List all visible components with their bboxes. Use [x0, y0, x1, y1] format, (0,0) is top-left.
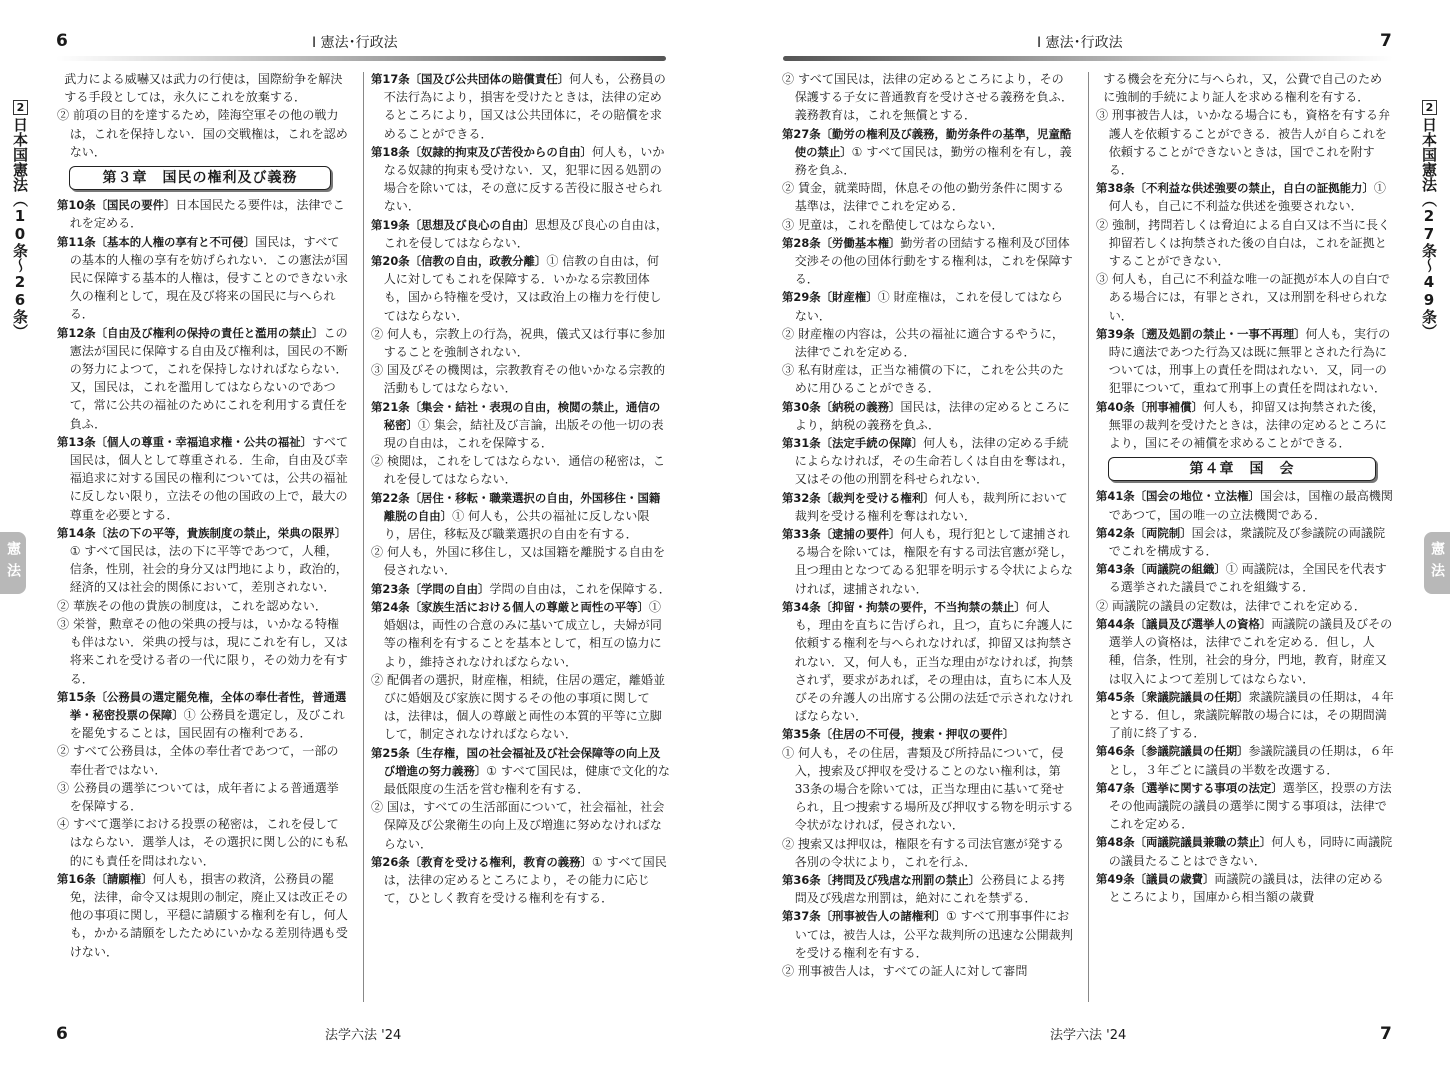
article-heading: 第30条〔納税の義務〕 — [782, 399, 901, 414]
footer-title: 法学六法 '24 — [325, 1028, 402, 1043]
right-page — [725, 0, 1450, 1065]
article — [782, 907, 1074, 962]
article-text: ① 両議院は，全国民を代表する選挙された議員でこれを組織する． — [1108, 562, 1387, 595]
article — [371, 744, 671, 799]
article-text: 国会は，国権の最高機関であつて，国の唯一の立法機関である． — [1108, 489, 1393, 522]
article — [57, 524, 349, 597]
article-heading: 第32条〔裁判を受ける権利〕 — [782, 490, 935, 505]
article-text: 何人も，損害の救済，公務員の罷免，法律，命令又は規則の制定，廃止又は改正その他の事項に関し，平穏に請願する権利を有し，何人も，かかる請願をしたためにいかなる差別待遇も受けない． — [69, 871, 348, 959]
article-heading: 第42条〔両院制〕 — [1096, 525, 1192, 540]
paragraph: ② 配偶者の選択，財産権，相続，住居の選定，離婚並びに婚姻及び家族に関するその他の事項に関しては，法律は，個人の尊厳と両性の本質的平等に立脚して，制定されなければならない． — [371, 672, 666, 742]
article — [782, 525, 1074, 598]
article-text: 国民は，すべての基本的人権の享有を妨げられない．この憲法が国民に保障する基本的人権は，侵すことのできない永久の権利として，現在及び将来の国民に与へられる． — [69, 234, 348, 322]
chapter-heading: 第４章 国 会 — [1108, 457, 1376, 481]
article-heading: 第41条〔国会の地位・立法権〕 — [1096, 489, 1260, 504]
side-title-text: 日本国憲法（10条〜26条） — [11, 117, 29, 339]
article — [371, 853, 671, 908]
article — [57, 870, 349, 961]
side-title-text: 日本国憲法（27条〜49条） — [1420, 117, 1438, 339]
article — [1096, 779, 1394, 834]
article-heading: 第38条〔不利益な供述強要の禁止，自白の証拠能力〕 — [1096, 181, 1374, 196]
article-heading: 第34条〔抑留・拘禁の要件，不当拘禁の禁止〕 — [782, 599, 1026, 614]
paragraph: ③ 何人も，自己に不利益な唯一の証拠が本人の自白である場合には，有罪とされ，又は刑罰を科せられない． — [1096, 272, 1391, 323]
article — [371, 70, 671, 143]
article — [371, 598, 671, 671]
article-heading: 第46条〔参議院議員の任期〕 — [1096, 744, 1249, 759]
article — [371, 580, 671, 598]
article — [57, 233, 349, 324]
article-text: 勤労者の団結する権利及び団体交渉その他の団体行動をする権利は，これを保障する． — [794, 235, 1073, 287]
running-head: Ⅰ 憲法･行政法 — [312, 35, 398, 51]
paragraph: ③ 公務員の選挙については，成年者による普通選挙を保障する． — [57, 780, 339, 813]
article-heading: 第35条〔住居の不可侵，捜索・押収の要件〕 — [782, 727, 1015, 742]
article-text: 何人も，いかなる奴隷的拘束も受けない．又，犯罪に因る処罰の場合を除いては，その意に反する苦役に服させられない． — [383, 144, 665, 214]
article-heading: 第17条〔国及び公共団体の賠償責任〕 — [371, 72, 570, 86]
article-heading: 第27条〔勤労の権利及び義務，勤労条件の基準，児童酷使の禁止〕 — [782, 126, 1072, 159]
article-text: ① 集会，結社及び言論，出版その他一切の表現の自由は，これを保障する． — [383, 417, 664, 451]
paragraph: ② すべて国民は，法律の定めるところにより，その保護する子女に普通教育を受けさせる義務を負ふ．義務教育は，これを無償とする． — [782, 72, 1074, 123]
article-heading: 第43条〔両議院の組織〕 — [1096, 562, 1226, 577]
header-rule — [56, 56, 666, 61]
side-title — [1417, 100, 1441, 339]
article-text: ① すべて国民は，法律の定めるところにより，その能力に応じて，ひとしく教育を受ける権利を有する． — [383, 854, 667, 906]
page-number-top: 7 — [1380, 31, 1392, 51]
article-text: この憲法が国民に保障する自由及び権利は，国民の不断の努力によつて，これを保持しなければならない．又，国民は，これを濫用してはならないのであつて，常に公共の福祉のためにこれを利用する責任を負ふ． — [69, 325, 348, 431]
article-heading: 第36条〔拷問及び残虐な刑罰の禁止〕 — [782, 872, 981, 887]
article-text: ① 婚姻は，両性の合意のみに基いて成立し，夫婦が同等の権利を有することを基本として，相互の協力により，維持されなければならない． — [383, 599, 662, 669]
article-text: 両議院の議員及びその選挙人の資格は，法律でこれを定める．但し，人種，信条，性別，社会的身分，門地，教育，財産又は収入によつて差別してはならない． — [1108, 616, 1393, 686]
article-heading: 第16条〔請願権〕 — [57, 871, 153, 886]
text-column-1 — [782, 70, 1074, 980]
article — [1096, 688, 1394, 743]
article — [371, 489, 671, 544]
article-heading: 第14条〔法の下の平等，貴族制度の禁止，栄典の限界〕 — [57, 525, 347, 540]
article-heading: 第33条〔逮捕の要件〕 — [782, 527, 901, 542]
article-text: ① 何人も，自己に不利益な供述を強要されない． — [1108, 181, 1386, 214]
paragraph: ③ 国及びその機関は，宗教教育その他いかなる宗教的活動もしてはならない． — [371, 363, 666, 396]
article-text: 参議院議員の任期は，６年とし，３年ごとに議員の半数を改選する． — [1108, 744, 1394, 777]
paragraph: ② 何人も，外国に移住し，又は国籍を離脱する自由を侵されない． — [371, 545, 666, 578]
article-heading: 第23条〔学問の自由〕 — [371, 581, 490, 596]
article — [371, 398, 671, 453]
article — [782, 234, 1074, 289]
article-heading: 第18条〔奴隷的拘束及び苦役からの自由〕 — [371, 144, 592, 159]
article — [1096, 833, 1394, 869]
article-text: 思想及び良心の自由は，これを侵してはならない． — [383, 217, 668, 250]
page-number-bottom: 6 — [56, 1024, 68, 1044]
article — [782, 598, 1074, 725]
paragraph: ② すべて公務員は，全体の奉仕者であつて，一部の奉仕者ではない． — [57, 744, 339, 777]
article-heading: 第25条〔生存権，国の社会福祉及び社会保障等の向上及び増進の努力義務〕 — [371, 745, 661, 778]
article-text: 何人も，実行の時に適法であつた行為又は既に無罪とされた行為については，刑事上の責任を問はれない．又，同一の犯罪について，重ねて刑事上の責任を問はれない． — [1108, 326, 1391, 396]
article — [782, 125, 1074, 180]
article-heading: 第49条〔議員の歳費〕 — [1096, 871, 1215, 886]
paragraph: ② 刑事被告人は，すべての証人に対して審問 — [782, 963, 1028, 978]
paragraph: ② 強制，拷問若しくは脅迫による自白又は不当に長く抑留若しくは拘禁された後の自白は，これを証拠とすることができない． — [1096, 217, 1391, 269]
article-text: ① 何人も，公共の福祉に反しない限り，居住，移転及び職業選択の自由を有する． — [383, 508, 650, 542]
paragraph: ③ 刑事被告人は，いかなる場合にも，資格を有する弁護人を依頼することができる．被告人が自らこれを依頼することができないときは，国でこれを附する． — [1096, 108, 1391, 178]
article-heading: 第29条〔財産権〕 — [782, 290, 878, 305]
page-number-top: 6 — [56, 31, 68, 51]
article — [1096, 615, 1394, 688]
article-text: ① すべて国民は，法の下に平等であつて，人種，信条，性別，社会的身分又は門地により，政治的，経済的又は社会的関係において，差別されない． — [69, 544, 348, 595]
article — [1096, 742, 1394, 778]
article-text: 何人も，抑留又は拘禁された後，無罪の裁判を受けたときは，法律の定めるところにより，国にその補償を求めることができる． — [1108, 399, 1387, 451]
side-number: 2 — [1423, 101, 1436, 114]
running-head: Ⅰ 憲法･行政法 — [1037, 35, 1123, 51]
paragraph: ② 何人も，宗教上の行為，祝典，儀式又は行事に参加することを強制されない． — [371, 326, 666, 360]
article — [782, 725, 1074, 743]
article-heading: 第28条〔労働基本権〕 — [782, 235, 901, 250]
side-title — [8, 100, 32, 339]
paragraph: ② 前項の目的を達するため，陸海空軍その他の戦力は，これを保持しない．国の交戦権は，これを認めない． — [57, 108, 348, 159]
paragraph: ② 捜索又は押収は，権限を有する司法官憲が発する各別の令状により，これを行ふ． — [782, 836, 1065, 869]
article-text: 衆議院議員の任期は，４年とする．但し，衆議院解散の場合には，その期間満了前に終了する． — [1108, 689, 1394, 741]
section-tab[interactable]: 憲法 — [1424, 532, 1450, 594]
chapter-heading: 第３章 国民の権利及び義務 — [69, 166, 331, 190]
article-heading: 第10条〔国民の要件〕 — [57, 198, 176, 213]
article-text: 何人も，公務員の不法行為により，損害を受けたときは，法律の定めるところにより，国又は公共団体に，その賠償を求めることができる． — [383, 72, 666, 141]
continued-text: する機会を充分に与へられ，又，公費で自己のために強制的手続により証人を求める権利を有する． — [1103, 72, 1383, 105]
article-heading: 第31条〔法定手続の保障〕 — [782, 436, 924, 451]
article — [782, 489, 1074, 525]
article-heading: 第20条〔信教の自由，政教分離〕 — [371, 254, 547, 269]
paragraph: ② 賃金，就業時間，休息その他の勤労条件に関する基準は，法律でこれを定める． — [782, 181, 1065, 214]
paragraph: ② 国は，すべての生活部面について，社会福祉，社会保障及び公衆衛生の向上及び増進に努めなければならない． — [371, 800, 665, 851]
article-heading: 第15条〔公務員の選定罷免権，全体の奉仕者性，普通選挙・秘密投票の保障〕 — [57, 689, 347, 722]
article-text: 学問の自由は，これを保障する． — [489, 581, 671, 596]
column-divider — [1088, 72, 1089, 1002]
continued-text: 武力による威嚇又は武力の行使は，国際紛争を解決する手段としては，永久にこれを放棄する． — [64, 72, 343, 105]
article — [782, 871, 1074, 907]
article — [1096, 398, 1394, 453]
text-column-2 — [371, 70, 671, 907]
footer-title: 法学六法 '24 — [1050, 1028, 1127, 1043]
article — [782, 434, 1074, 489]
article — [1096, 179, 1394, 215]
article-text: すべて国民は，個人として尊重される．生命，自由及び幸福追求に対する国民の権利については，公共の福祉に反しない限り，立法その他の国政の上で，最大の尊重を必要とする． — [69, 434, 349, 522]
article-text: ① 公務員を選定し，及びこれを罷免することは，国民固有の権利である． — [69, 707, 345, 741]
article-text: ① 財産権は，これを侵してはならない． — [794, 290, 1063, 323]
article-heading: 第12条〔自由及び権利の保持の責任と濫用の禁止〕 — [57, 325, 324, 340]
article — [1096, 524, 1394, 560]
article-heading: 第11条〔基本的人権の享有と不可侵〕 — [57, 234, 256, 249]
article-text: 何人も，現行犯として逮捕される場合を除いては，権限を有する司法官憲が発し，且つ理由となつてゐる犯罪を明示する令状によらなければ，逮捕されない． — [794, 527, 1073, 596]
article-heading: 第39条〔遡及処罰の禁止・一事不再理〕 — [1096, 326, 1306, 341]
article — [1096, 325, 1394, 398]
paragraph: ③ 栄誉，勲章その他の栄典の授与は，いかなる特権も伴はない．栄典の授与は，現にこれを有し，又は将来これを受ける者の一代に限り，その効力を有する． — [57, 616, 348, 686]
column-divider — [363, 72, 364, 1002]
article-text: 国民は，法律の定めるところにより，納税の義務を負ふ． — [794, 399, 1070, 432]
article-heading: 第26条〔教育を受ける権利，教育の義務〕 — [371, 854, 592, 869]
paragraph: ② 華族その他の貴族の制度は，これを認めない． — [57, 598, 327, 613]
section-tab[interactable]: 憲法 — [0, 532, 26, 594]
paragraph: ③ 私有財産は，正当な補償の下に，これを公共のために用ひることができる． — [782, 363, 1065, 396]
article-text: 両議院の議員は，法律の定めるところにより，国庫から相当額の歳費 — [1108, 871, 1384, 904]
article — [1096, 487, 1394, 523]
article-heading: 第22条〔居住・移転・職業選択の自由，外国移住・国籍離脱の自由〕 — [371, 490, 661, 523]
article — [371, 252, 671, 325]
side-number: 2 — [14, 101, 27, 114]
paragraph: ② 財産権の内容は，公共の福祉に適合するやうに，法律でこれを定める． — [782, 326, 1065, 360]
article-text: ① すべて国民は，健康で文化的な最低限度の生活を営む権利を有する． — [383, 763, 670, 796]
article-heading: 第21条〔集会・結社・表現の自由，検閲の禁止，通信の秘密〕 — [371, 399, 661, 432]
article-heading: 第44条〔議員及び選挙人の資格〕 — [1096, 616, 1272, 631]
article — [1096, 870, 1394, 906]
article-text: ① すべて刑事事件においては，被告人は，公平な裁判所の迅速な公開裁判を受ける権利を有する． — [794, 909, 1073, 960]
header-rule — [783, 56, 1393, 61]
article-heading: 第13条〔個人の尊重・幸福追求権・公共の福祉〕 — [57, 434, 313, 449]
article-text: 何人も，理由を直ちに告げられ，且つ，直ちに弁護人に依頼する権利を与へられなければ，抑留又は拘禁されない．又，何人も，正当な理由がなければ，拘禁されず，要求があれば，その理由は，直ちに本人及びその弁護人の出席する公開の法廷で示されなければならない． — [794, 599, 1074, 724]
article-heading: 第37条〔刑事被告人の諸権利〕 — [782, 909, 946, 924]
paragraph: ③ 児童は，これを酷使してはならない． — [782, 217, 1004, 232]
article-text: 何人も，裁判所において裁判を受ける権利を奪はれない． — [794, 490, 1068, 523]
article-heading: 第19条〔思想及び良心の自由〕 — [371, 217, 535, 232]
article-heading: 第48条〔両議院議員兼職の禁止〕 — [1096, 835, 1272, 850]
article-heading: 第40条〔刑事補償〕 — [1096, 399, 1203, 414]
article — [1096, 560, 1394, 596]
text-column-1 — [57, 70, 349, 961]
article — [57, 688, 349, 743]
article — [782, 398, 1074, 434]
article-text: 日本国民たる要件は，法律でこれを定める． — [69, 198, 345, 231]
paragraph: ② 両議院の議員の定数は，法律でこれを定める． — [1096, 598, 1366, 613]
article-heading: 第24条〔家族生活における個人の尊厳と両性の平等〕 — [371, 599, 649, 614]
paragraph: ④ すべて選挙における投票の秘密は，これを侵してはならない．選挙人は，その選択に関し公的にも私的にも責任を問はれない． — [57, 817, 348, 868]
article-text: 公務員による拷問及び残虐な刑罰は，絶対にこれを禁ずる． — [794, 872, 1065, 906]
article — [782, 288, 1074, 324]
article-text: 何人も，法律の定める手続によらなければ，その生命若しくは自由を奪はれ，又はその他の刑罰を科せられない． — [794, 436, 1074, 487]
article — [57, 324, 349, 433]
article — [57, 433, 349, 524]
paragraph: ① 何人も，その住居，書類及び所持品について，侵入，捜索及び押収を受けることのない権利は，第33条の場合を除いては，正当な理由に基いて発せられ，且つ捜索する場所及び押収する物を明示する令状がなければ，侵されない． — [782, 745, 1074, 833]
page-number-bottom: 7 — [1380, 1024, 1392, 1044]
article — [371, 143, 671, 216]
article — [371, 216, 671, 252]
article — [57, 196, 349, 232]
paragraph: ② 検閲は，これをしてはならない．通信の秘密は，これを侵してはならない． — [371, 454, 666, 487]
article-text: ① 信教の自由は，何人に対してもこれを保障する．いかなる宗教団体も，国から特権を受け，又は政治上の権力を行使してはならない． — [383, 254, 662, 323]
article-text: 国会は，衆議院及び参議院の両議院でこれを構成する． — [1108, 525, 1386, 559]
text-column-2 — [1096, 70, 1394, 906]
article-text: 選挙区，投票の方法その他両議院の議員の選挙に関する事項は，法律でこれを定める． — [1108, 780, 1392, 832]
article-heading: 第45条〔衆議院議員の任期〕 — [1096, 689, 1249, 704]
article-text: ① すべて国民は，勤労の権利を有し，義務を負ふ． — [794, 144, 1072, 178]
article-heading: 第47条〔選挙に関する事項の法定〕 — [1096, 780, 1283, 795]
article-text: 何人も，同時に両議院の議員たることはできない． — [1108, 835, 1393, 868]
